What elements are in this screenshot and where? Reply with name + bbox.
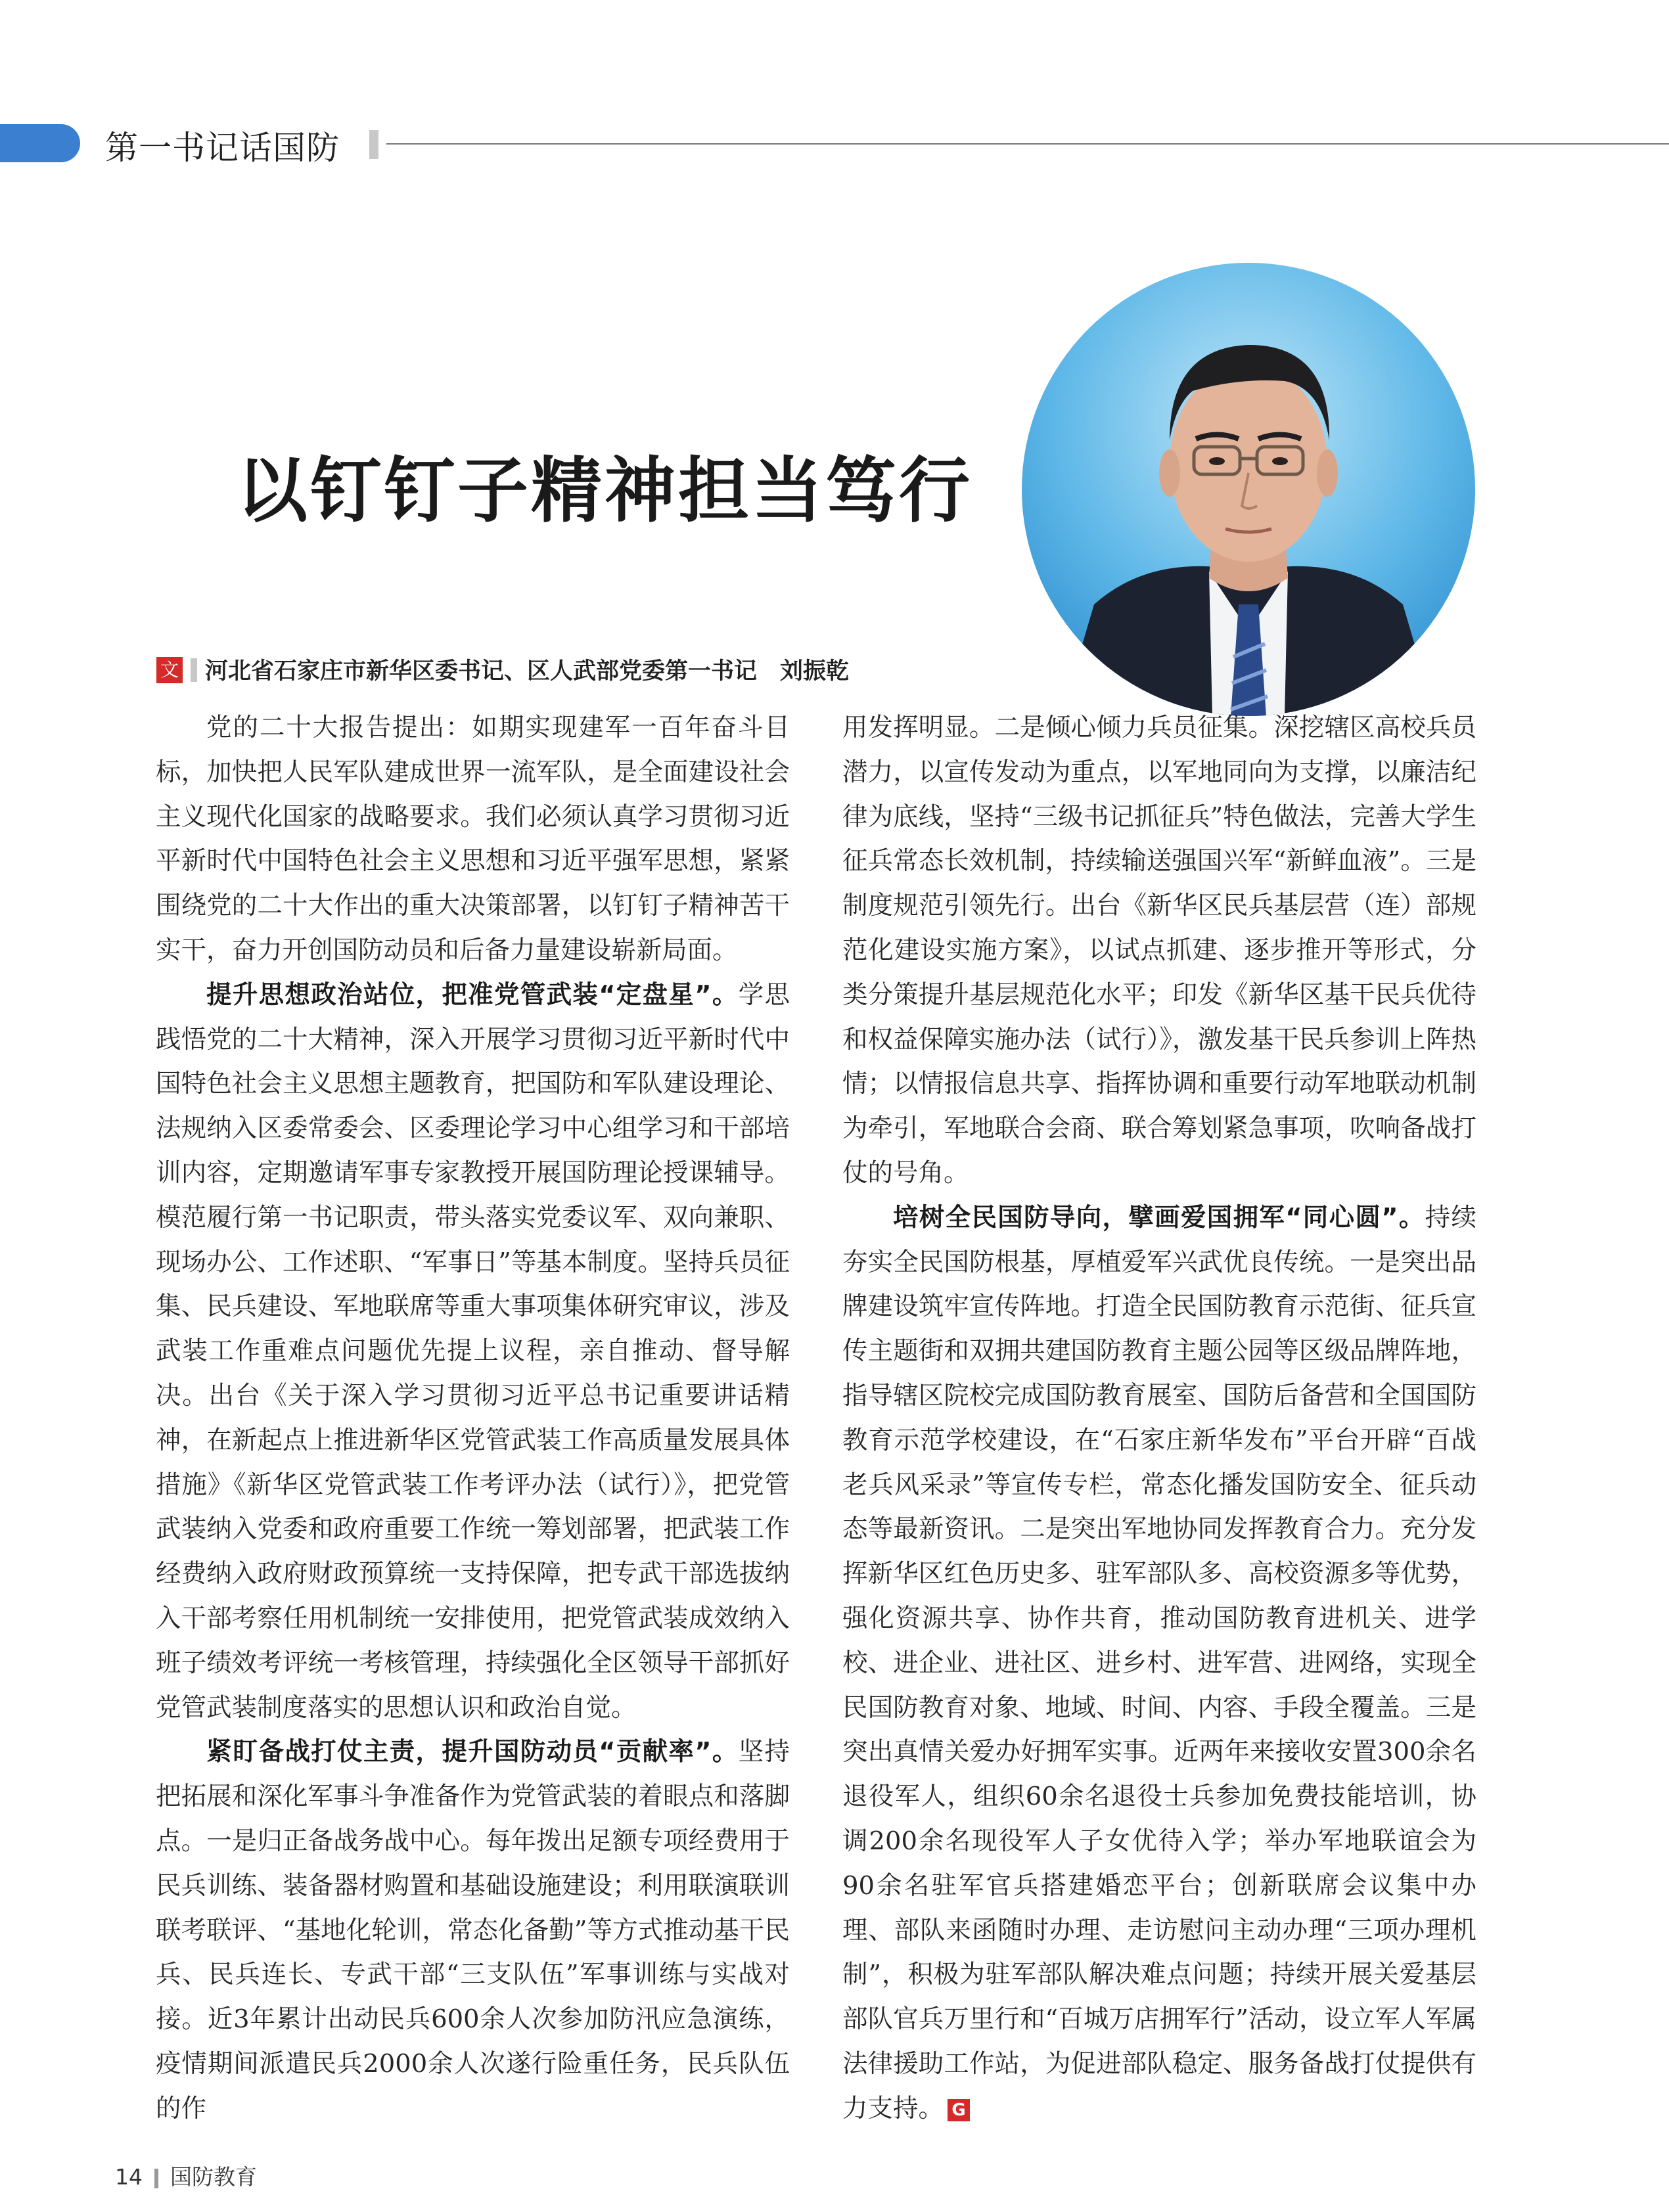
paragraph-body: 持续夯实全民国防根基，厚植爱军兴武优良传统。一是突出品牌建设筑牢宣传阵地。打造全民国防教育示范街、征兵宣传主题街和双拥共建国防教育主题公园等区级品牌阵地，指导辖区院校完成国防教育展室、国防后备营和全国国防教育示范学校建设，在“石家庄新华发布”平台开辟“百战老兵风采录”等宣传专栏，常态化播发国防安全、征兵动态等最新资讯。二是突出军地协同发挥教育合力。充分发挥新华区红色历史多、驻军部队多、高校资源多等优势，强化资源共享、协作共育，推动国防教育进机关、进学校、进企业、进社区、进乡村、进军营、进网络，实现全民国防教育对象、地域、时间、内容、手段全覆盖。三是突出真情关爱办好拥军实事。近两年来接收安置300余名退役军人，组织60余名退役士兵参加免费技能培训，协调200余名现役军人子女优待入学；举办军地联谊会为90余名驻军官兵搭建婚恋平台；创新联席会议集中办理、部队来函随时办理、走访慰问主动办理“三项办理机制”，积极为驻军部队解决难点问题；持续开展关爱基层部队官兵万里行和“百城万店拥军行”活动，设立军人军属法律援助工作站，为促进部队稳定、服务备战打仗提供有力支持。: [842, 1202, 1476, 2123]
section-separator: [369, 130, 378, 159]
article-title: 以钉钉子精神担当笃行: [237, 450, 973, 532]
paragraph: [156, 973, 790, 1730]
section-title: 第一书记话国防: [105, 129, 340, 167]
paragraph-lead: 提升思想政治站位，把准党管武装“定盘星”。: [206, 980, 739, 1010]
left-column: [156, 706, 790, 2131]
page-number: 14: [115, 2164, 143, 2190]
footer-separator: [154, 2169, 158, 2188]
paragraph: [156, 1730, 790, 2131]
header-rule: [386, 143, 1669, 145]
paragraph-lead: 培树全民国防导向，擘画爱国拥军“同心圆”。: [893, 1202, 1425, 1232]
page-footer: [115, 2160, 257, 2191]
author-portrait: [1022, 263, 1475, 716]
end-mark: G: [948, 2099, 970, 2121]
paragraph: [842, 1196, 1476, 2131]
paragraph: 党的二十大报告提出：如期实现建军一百年奋斗目标，加快把人民军队建成世界一流军队，是全面建设社会主义现代化国家的战略要求。我们必须认真学习贯彻习近平新时代中国特色社会主义思想和习近平强军思想，紧紧围绕党的二十大作出的重大决策部署，以钉钉子精神苦干实干，奋力开创国防动员和后备力量建设崭新局面。: [156, 713, 790, 965]
section-accent-bar: [0, 124, 80, 162]
paragraph-lead: 紧盯备战打仗主责，提升国防动员“贡献率”。: [206, 1737, 739, 1767]
byline-separator: [191, 658, 197, 682]
paragraph-body: 学思践悟党的二十大精神，深入开展学习贯彻习近平新时代中国特色社会主义思想主题教育，把国防和军队建设理论、法规纳入区委常委会、区委理论学习中心组学习和干部培训内容，定期邀请军事专家教授开展国防理论授课辅导。模范履行第一书记职责，带头落实党委议军、双向兼职、现场办公、工作述职、“军事日”等基本制度。坚持兵员征集、民兵建设、军地联席等重大事项集体研究审议，涉及武装工作重难点问题优先提上议程，亲自推动、督导解决。出台《关于深入学习贯彻习近平总书记重要讲话精神，在新起点上推进新华区党管武装工作高质量发展具体措施》《新华区党管武装工作考评办法（试行）》，把党管武装纳入党委和政府重要工作统一筹划部署，把武装工作经费纳入政府财政预算统一支持保障，把专武干部选拔纳入干部考察任用机制统一安排使用，把党管武装成效纳入班子绩效考评统一考核管理，持续强化全区领导干部抓好党管武装制度落实的思想认识和政治自觉。: [156, 980, 790, 1723]
right-column: [842, 706, 1476, 2131]
byline-mark: 文: [156, 657, 183, 683]
paragraph: 用发挥明显。二是倾心倾力兵员征集。深挖辖区高校兵员潜力，以宣传发动为重点，以军地同向为支撑，以廉洁纪律为底线，坚持“三级书记抓征兵”特色做法，完善大学生征兵常态长效机制，持续输送强国兴军“新鲜血液”。三是制度规范引领先行。出台《新华区民兵基层营（连）部规范化建设实施方案》，以试点抓建、逐步推开等形式，分类分策提升基层规范化水平；印发《新华区基干民兵优待和权益保障实施办法（试行）》，激发基干民兵参训上阵热情；以情报信息共享、指挥协调和重要行动军地联动机制为牵引，军地联合会商、联合筹划紧急事项，吹响备战打仗的号角。: [842, 713, 1476, 1188]
paragraph-body: 坚持把拓展和深化军事斗争准备作为党管武装的着眼点和落脚点。一是归正备战务战中心。每年拨出足额专项经费用于民兵训练、装备器材购置和基础设施建设；利用联演联训联考联评、“基地化轮训，常态化备勤”等方式推动基干民兵、民兵连长、专武干部“三支队伍”军事训练与实战对接。近3年累计出动民兵600余人次参加防汛应急演练，疫情期间派遣民兵2000余人次遂行险重任务，民兵队伍的作: [156, 1737, 790, 2123]
byline: 河北省石家庄市新华区委书记、区人武部党委第一书记 刘振乾: [205, 658, 850, 685]
publication-name: 国防教育: [170, 2164, 257, 2190]
